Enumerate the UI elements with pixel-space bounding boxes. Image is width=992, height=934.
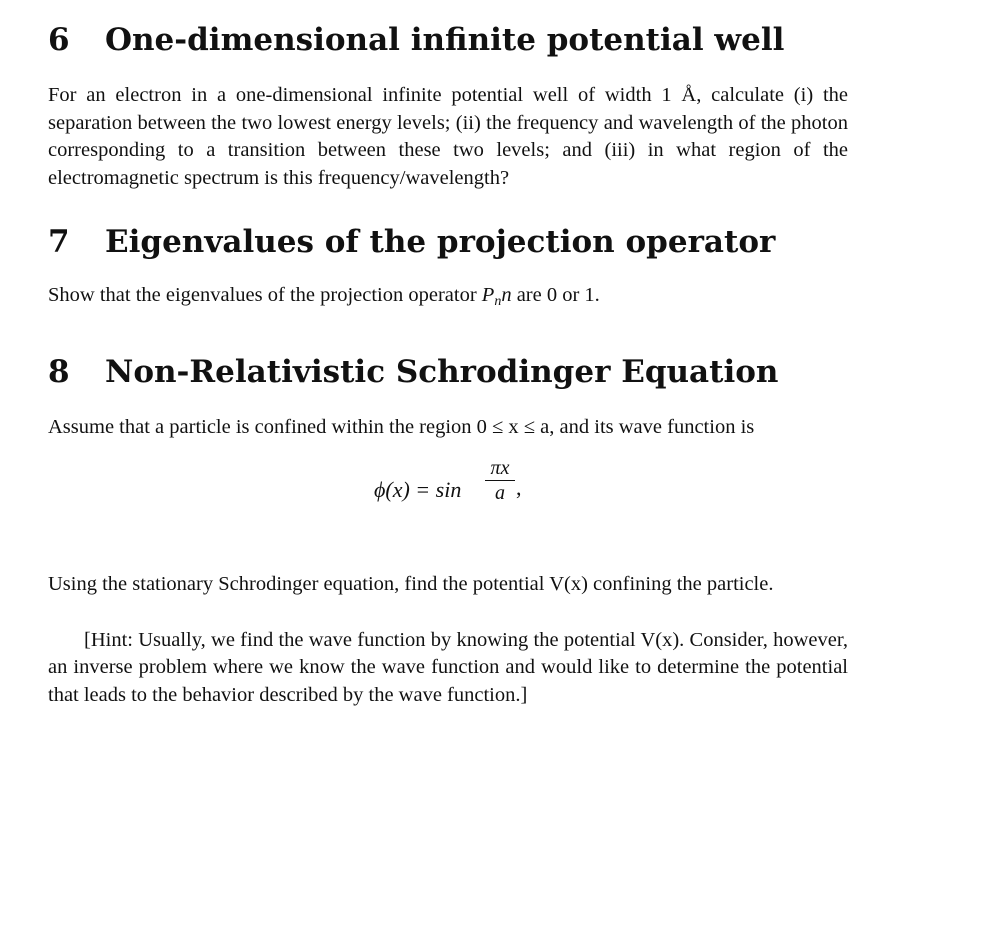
section-6-body: For an electron in a one-dimensional infinite potential well of width 1 Å, calculate (i) the separation between the two lowest energy levels; (ii) the frequency and wavelength of the photon corresponding to a transition between these two levels; and (iii) in what region of the electromagnetic spectrum is this frequency/wavelength? [48,84,848,189]
section-8-intro: Assume that a particle is confined within the region 0 ≤ x ≤ a, and its wave function is [48,415,755,438]
section-7-text-after: are 0 or 1. [511,284,600,306]
section-8-heading [48,352,848,392]
equation-lhs: ϕ(x) = sin [374,477,462,502]
projection-operator-tail: n [501,284,512,306]
section-7-number: 7 [48,224,70,260]
section-6-title: One-dimensional infinite potential well [105,22,785,58]
fraction-denominator: a [495,482,505,504]
section-7-heading [48,222,848,262]
section-8-number: 8 [48,353,70,390]
section-7-text-before: Show that the eigenvalues of the projection operator [48,284,482,306]
section-8-instruction: Using the stationary Schrodinger equation, find the potential V(x) confining the particle. [48,573,774,595]
projection-operator-symbol: P [481,284,495,306]
section-6-heading [48,20,848,60]
equation-trailing-comma: , [516,475,522,500]
fraction-numerator: πx [490,457,510,479]
document-page [48,20,848,709]
section-8-hint: [Hint: Usually, we find the wave function by knowing the potential V(x). Consider, however, an inverse problem where we know the wave function and would like to determine the potential that leads to the behavior described by the wave function.] [48,628,848,706]
projection-operator-subscript: n [494,294,502,309]
equation-fraction [485,457,515,505]
section-8-title: Non-Relativistic Schrodinger Equation [105,353,779,390]
wave-function-equation [48,449,848,527]
section-7-title: Eigenvalues of the projection operator [105,224,776,260]
section-6-number: 6 [48,22,70,58]
section-7-body [48,282,848,316]
